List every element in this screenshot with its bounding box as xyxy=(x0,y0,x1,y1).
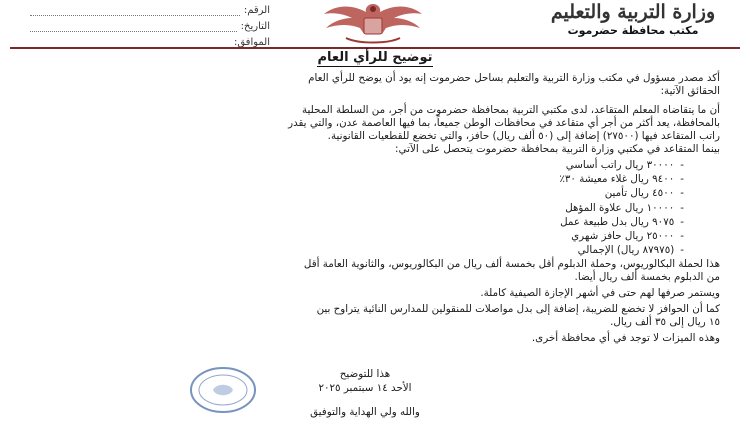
ref-number-row xyxy=(30,0,270,16)
list-item: - ١٠٠٠٠ ريال علاوة المؤهل xyxy=(565,201,684,214)
yemen-eagle-emblem-icon xyxy=(318,0,428,46)
para3-line-1: هذا لحملة البكالوريوس، وحملة الدبلوم أقل بخمسة ألف ريال من البكالوريوس، والثانوية العامة أقل xyxy=(303,258,720,271)
salary-item-text: ٢٥٠٠٠ ريال حافز شهري xyxy=(571,230,675,243)
closing-date: الأحد ١٤ سبتمبر ٢٠٢٥ xyxy=(318,382,412,394)
list-item: - ٤٥٠٠ ريال تأمين xyxy=(604,187,684,200)
ref-hijri-label: الموافق: xyxy=(233,37,270,48)
para1-line-2: بالمحافظة، يعد أكثر من أجر أي متقاعد في محافظات الوطن جميعاً، بما فيها العاصمة عدن، والتي يقدر xyxy=(288,117,720,129)
list-item: - ٣٠٠٠٠ ريال راتب أساسي xyxy=(565,158,684,171)
salary-item-text: ٩٠٧٥ ريال بدل طبيعة عمل xyxy=(560,215,675,228)
para6: وهذه الميزات لا توجد في أي محافظة أخرى. xyxy=(531,332,720,345)
ref-number-label: الرقم: xyxy=(243,5,270,16)
salary-total-text: (٨٧٩٧٥ ريال) الإجمالي xyxy=(577,244,675,257)
ref-number-line xyxy=(30,6,240,16)
intro-line-1: أكد مصدر مسؤول في مكتب وزارة التربية والتعليم بساحل حضرموت إنه يود أن يوضح للرأي العام xyxy=(308,72,720,84)
reference-fields xyxy=(30,0,270,48)
salary-item-text: ٩٤٠٠ ريال غلاء معيشة ٣٠٪ xyxy=(559,172,675,185)
ref-date-line xyxy=(30,22,237,32)
header-divider xyxy=(10,47,740,49)
list-item: - ٩٠٧٥ ريال بدل طبيعة عمل xyxy=(560,215,684,228)
salary-item-text: ٣٠٠٠٠ ريال راتب أساسي xyxy=(565,158,675,171)
document-body xyxy=(32,72,720,345)
list-item: - ٢٥٠٠٠ ريال حافز شهري xyxy=(571,230,684,243)
para1-line-3: راتب المتقاعد فيها (٢٧٥٠٠) إضافة إلى (٥٠ ألف ريال) حافز، والتي تخضع للقطعيات القانونية. xyxy=(327,130,720,142)
salary-list xyxy=(32,158,720,258)
office-name: مكتب محافظة حضرموت xyxy=(567,24,699,37)
ministry-header xyxy=(528,0,738,37)
para3-line-2: من الدبلوم بخمسة ألف ريال أيضا. xyxy=(574,271,720,284)
salary-item-text: ١٠٠٠٠ ريال علاوة المؤهل xyxy=(565,201,675,214)
para1-line-1: أن ما يتقاضاه المعلم المتقاعد، لدى مكتبي التربية بمحافظة حضرموت من أجر، من السلطة المحلية xyxy=(302,104,720,116)
ref-hijri-row xyxy=(30,32,270,48)
salary-item-text: ٤٥٠٠ ريال تأمين xyxy=(604,187,675,200)
document-title xyxy=(0,50,750,65)
closing-salutation: والله ولي الهداية والتوفيق xyxy=(310,406,420,418)
para2: بينما المتقاعد في مكتبي وزارة التربية بمحافظة حضرموت يتحصل على الآتي: xyxy=(395,143,720,155)
para5-line-2: ١٥ ريال إلى ٣٥ ألف ريال. xyxy=(610,316,720,329)
para5-line-1: كما أن الحوافز لا تخضع للضريبة، إضافة إلى بدل مواصلات للمنقولين للمدارس النائية يتراوح بين xyxy=(316,303,720,316)
closing-line: هذا للتوضيح xyxy=(339,368,391,380)
para4: ويستمر صرفها لهم حتى في أشهر الإجازة الصيفية كاملة. xyxy=(480,287,720,300)
intro-line-2: الحقائق الآتية: xyxy=(660,85,720,97)
list-item: - ٩٤٠٠ ريال غلاء معيشة ٣٠٪ xyxy=(559,172,684,185)
office-stamp-icon xyxy=(188,365,258,415)
list-item: - (٨٧٩٧٥ ريال) الإجمالي xyxy=(577,244,684,257)
document-title-text: توضيح للرأي العام xyxy=(317,50,433,65)
ministry-name: وزارة التربية والتعليم xyxy=(550,1,716,23)
ref-date-row xyxy=(30,16,270,32)
ref-date-label: التاريخ: xyxy=(240,21,270,32)
